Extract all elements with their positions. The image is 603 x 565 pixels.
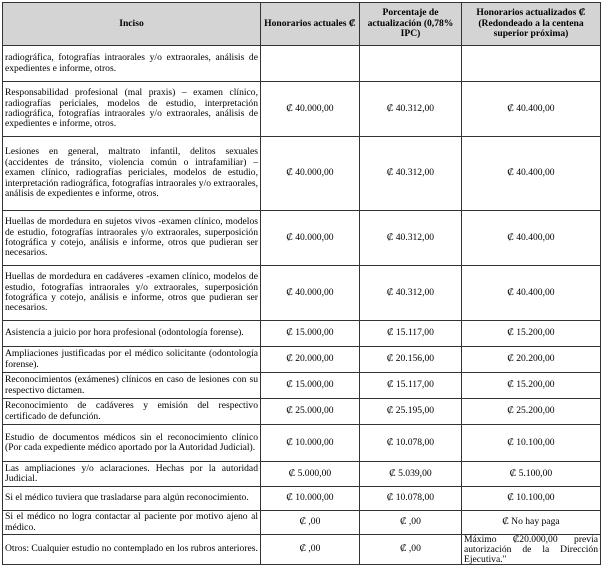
fees-table-body: [3, 46, 601, 565]
row-honorarios-actuales: ₡ 10.000,00: [261, 425, 360, 462]
row-honorarios-actualizados: [462, 46, 601, 82]
row-honorarios-actuales: ₡ ,00: [261, 535, 360, 565]
table-row: [3, 211, 601, 266]
row-description: Lesiones en general, maltrato infantil, delitos sexuales (accidentes de tránsito, violencia común o intrafamiliar) – examen clínico, radiografías periciales, modelos de estudio, interpretación radiográfica, fotografías intraorales y/o extraorales, análisis de expedientes e informe, otros.: [3, 137, 261, 211]
row-honorarios-actuales: ₡ ,00: [261, 511, 360, 535]
table-row: [3, 266, 601, 321]
header-inciso: Inciso: [3, 3, 261, 46]
table-row: [3, 487, 601, 511]
row-honorarios-actualizados: ₡ 40.400,00: [462, 266, 601, 321]
row-honorarios-actualizados: ₡ 15.200,00: [462, 321, 601, 347]
header-row: [3, 3, 601, 46]
row-description: Asistencia a juicio por hora profesional (odontología forense).: [3, 321, 261, 347]
row-description: Las ampliaciones y/o aclaraciones. Hechas por la autoridad Judicial.: [3, 462, 261, 487]
row-actualizacion-ipc: ₡ 20.156,00: [360, 347, 462, 373]
row-description: radiográfica, fotografías intraorales y/o extraorales, análisis de expedientes e informe, otros.: [3, 46, 261, 82]
row-honorarios-actualizados: ₡ 20.200,00: [462, 347, 601, 373]
table-row: [3, 425, 601, 462]
row-description: Huellas de mordedura en cadáveres -examen clínico, modelos de estudio, fotografías intraorales y/o extraorales, superposición fotográfica y cotejo, análisis e informe, otros que pudieran ser necesarios.: [3, 266, 261, 321]
row-actualizacion-ipc: ₡ 40.312,00: [360, 266, 462, 321]
row-actualizacion-ipc: ₡ 10.078,00: [360, 487, 462, 511]
row-honorarios-actuales: ₡ 40.000,00: [261, 137, 360, 211]
table-row: [3, 535, 601, 565]
row-honorarios-actualizados: ₡ 40.400,00: [462, 137, 601, 211]
row-honorarios-actuales: ₡ 15.000,00: [261, 321, 360, 347]
fees-table: [2, 2, 601, 565]
row-actualizacion-ipc: ₡ ,00: [360, 511, 462, 535]
row-honorarios-actualizados: ₡ 10.100,00: [462, 487, 601, 511]
row-actualizacion-ipc: ₡ 40.312,00: [360, 137, 462, 211]
row-honorarios-actuales: ₡ 5.000,00: [261, 462, 360, 487]
row-actualizacion-ipc: ₡ 10.078,00: [360, 425, 462, 462]
row-honorarios-actualizados: ₡ 15.200,00: [462, 373, 601, 399]
row-actualizacion-ipc: ₡ 5.039,00: [360, 462, 462, 487]
row-actualizacion-ipc: ₡ 40.312,00: [360, 82, 462, 137]
row-honorarios-actualizados: ₡ 40.400,00: [462, 82, 601, 137]
row-honorarios-actuales: ₡ 20.000,00: [261, 347, 360, 373]
row-description: Estudio de documentos médicos sin el reconocimiento clínico (Por cada expediente médico aportado por la Autoridad Judicial).: [3, 425, 261, 462]
row-description: Otros: Cualquier estudio no contemplado en los rubros anteriores.: [3, 535, 261, 565]
row-description: Ampliaciones justificadas por el médico solicitante (odontología forense).: [3, 347, 261, 373]
row-description: Si el médico no logra contactar al paciente por motivo ajeno al médico.: [3, 511, 261, 535]
row-description: Responsabilidad profesional (mal praxis) – examen clínico, radiografías periciales, modelos de estudio, interpretación radiográfica, fotografías intraorales y/o extraorales, análisis de expedientes e informe, otros.: [3, 82, 261, 137]
table-row: [3, 321, 601, 347]
row-honorarios-actuales: [261, 46, 360, 82]
row-description: Huellas de mordedura en sujetos vivos -examen clínico, modelos de estudio, fotografías intraorales y/o extraorales, superposición fotográfica y cotejo, análisis e informe, otros que pudieran ser necesarios.: [3, 211, 261, 266]
row-description: Reconocimiento de cadáveres y emisión del respectivo certificado de defunción.: [3, 399, 261, 425]
row-actualizacion-ipc: [360, 46, 462, 82]
table-row: [3, 511, 601, 535]
row-actualizacion-ipc: ₡ 25.195,00: [360, 399, 462, 425]
row-honorarios-actuales: ₡ 40.000,00: [261, 211, 360, 266]
row-honorarios-actualizados: ₡ 5.100,00: [462, 462, 601, 487]
row-description: Reconocimientos (exámenes) clínicos en caso de lesiones con su respectivo dictamen.: [3, 373, 261, 399]
table-row: [3, 46, 601, 82]
table-row: [3, 462, 601, 487]
table-row: [3, 399, 601, 425]
row-actualizacion-ipc: ₡ ,00: [360, 535, 462, 565]
header-porcentaje-actualizacion: Porcentaje de actualización (0,78% IPC): [360, 3, 462, 46]
row-honorarios-actualizados: Máximo ₡20.000,00 previa autorización de la Dirección Ejecutiva.": [462, 535, 601, 565]
table-row: [3, 137, 601, 211]
row-honorarios-actualizados: ₡ No hay paga: [462, 511, 601, 535]
row-description: Si el médico tuviera que trasladarse para algún reconocimiento.: [3, 487, 261, 511]
table-row: [3, 82, 601, 137]
row-actualizacion-ipc: ₡ 15.117,00: [360, 321, 462, 347]
fees-table-header: [3, 3, 601, 46]
row-honorarios-actuales: ₡ 25.000,00: [261, 399, 360, 425]
row-honorarios-actualizados: ₡ 25.200,00: [462, 399, 601, 425]
row-honorarios-actualizados: ₡ 40.400,00: [462, 211, 601, 266]
row-honorarios-actuales: ₡ 40.000,00: [261, 82, 360, 137]
header-honorarios-actuales: Honorarios actuales ₡: [261, 3, 360, 46]
row-honorarios-actuales: ₡ 10.000,00: [261, 487, 360, 511]
table-row: [3, 373, 601, 399]
table-row: [3, 347, 601, 373]
header-honorarios-actualizados: Honorarios actualizados ₡ (Redondeado a la centena superior próxima): [462, 3, 601, 46]
row-honorarios-actuales: ₡ 40.000,00: [261, 266, 360, 321]
row-honorarios-actualizados: ₡ 10.100,00: [462, 425, 601, 462]
row-actualizacion-ipc: ₡ 40.312,00: [360, 211, 462, 266]
row-honorarios-actuales: ₡ 15.000,00: [261, 373, 360, 399]
row-actualizacion-ipc: ₡ 15.117,00: [360, 373, 462, 399]
